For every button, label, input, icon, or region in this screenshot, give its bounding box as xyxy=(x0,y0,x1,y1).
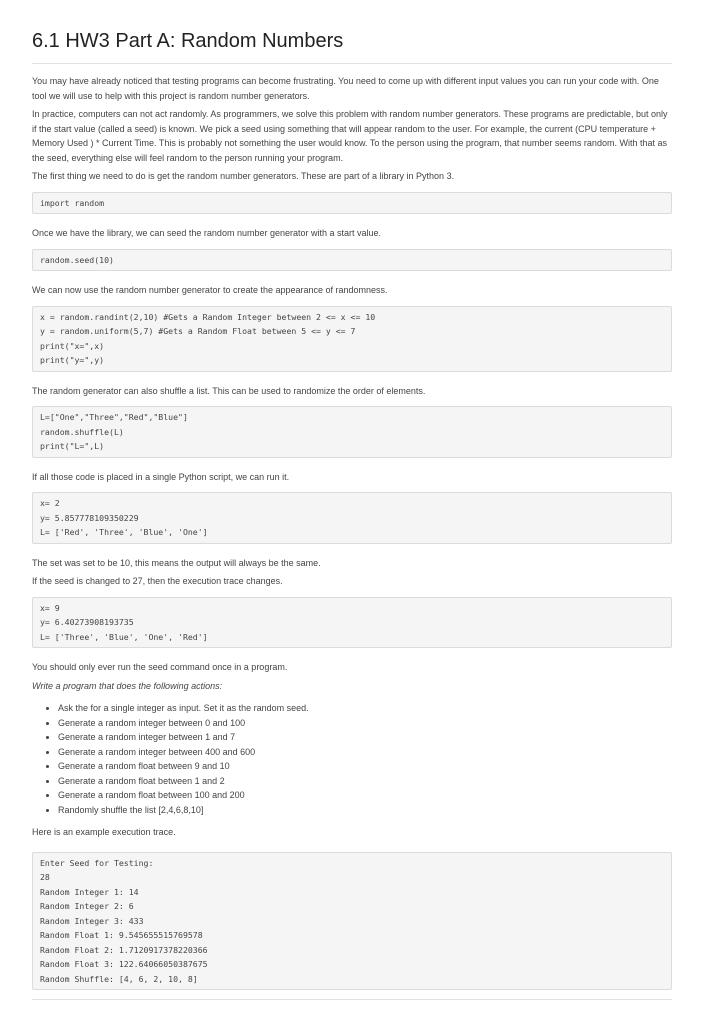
seed-change-paragraph: If the seed is changed to 27, then the execution trace changes. xyxy=(32,576,283,586)
code-line: print("L=",L) xyxy=(40,441,105,451)
code-line: x = random.randint(2,10) #Gets a Random Integer between 2 <= x <= 10 xyxy=(40,311,376,322)
task-item: • Generate a random integer between 1 and 7 xyxy=(58,730,672,745)
code-block-output-seed-10 xyxy=(32,492,672,544)
seed-paragraph: Once we have the library, we can seed the random number generator with a start value. xyxy=(32,228,382,238)
intro-paragraph: You may have already noticed that testing programs can become frustrating. You need to come up with different input values you can run your code with. One tool we will use to help with this project is random number generators. xyxy=(32,76,659,101)
same-output-paragraph: The set was set to be 10, this means the output will always be the same. xyxy=(32,557,321,568)
task-item: • Generate a random integer between 400 and 600 xyxy=(58,745,672,760)
code-line: random.shuffle(L) xyxy=(40,426,124,437)
code-line: y= 5.857778109350229 xyxy=(40,512,139,523)
seed-explanation-paragraph: In practice, computers can not act randomly. As programmers, we solve this problem with random number generators. These programs are predictable, but only if the start value (called a seed) is known. We pick a seed using something that will appear random to the user. For example, the current (CPU temperature + Memory Used ) * Current Time. This is probably not something the user would know. To the person using the program, that number seems random. With that as the seed, everything else will feel random to the person running your program. xyxy=(32,109,668,163)
task-item: • Generate a random float between 1 and 2 xyxy=(58,774,672,789)
bottom-divider xyxy=(32,999,672,1000)
code-line: L=["One","Three","Red","Blue"] xyxy=(40,412,188,422)
task-item: • Ask the for a single integer as input. Set it as the random seed. xyxy=(58,701,672,716)
code-block-seed xyxy=(32,249,672,272)
page-title: 6.1 HW3 Part A: Random Numbers xyxy=(32,28,672,64)
task-item: • Randomly shuffle the list [2,4,6,8,10] xyxy=(58,803,672,818)
library-paragraph: The first thing we need to do is get the random number generators. These are part of a library in Python 3. xyxy=(32,171,455,181)
code-block-output-seed-27 xyxy=(32,597,672,649)
code-block-import xyxy=(32,192,672,215)
run-paragraph: If all those code is placed in a single Python script, we can run it. xyxy=(32,471,290,482)
document xyxy=(32,20,672,1000)
code-line: Random Float 1: 9.545655515769578 xyxy=(40,930,203,940)
code-block-example-trace xyxy=(32,852,672,991)
code-line: Random Integer 1: 14 xyxy=(40,886,139,897)
code-line: Random Shuffle: [4, 6, 2, 10, 8] xyxy=(40,973,198,984)
seed-once-paragraph: You should only ever run the seed command once in a program. xyxy=(32,662,288,672)
code-line: import random xyxy=(40,197,105,208)
code-line: Random Integer 2: 6 xyxy=(40,901,134,911)
task-intro-paragraph: Write a program that does the following actions: xyxy=(32,680,223,691)
code-line: print("y=",y) xyxy=(40,355,105,365)
code-line: random.seed(10) xyxy=(40,254,114,265)
code-line: Random Integer 3: 433 xyxy=(40,915,144,926)
code-line: 28 xyxy=(40,872,50,882)
generate-paragraph: We can now use the random number generator to create the appearance of randomness. xyxy=(32,285,388,295)
code-line: x= 9 xyxy=(40,602,60,613)
code-line: Random Float 2: 1.7120917378220366 xyxy=(40,944,208,955)
code-line: Random Float 3: 122.64066050387675 xyxy=(40,959,208,969)
example-trace-paragraph: Here is an example execution trace. xyxy=(32,827,176,837)
code-line: Enter Seed for Testing: xyxy=(40,857,154,868)
code-line: L= ['Three', 'Blue', 'One', 'Red'] xyxy=(40,631,208,642)
task-item: • Generate a random integer between 0 and 100 xyxy=(58,716,672,731)
code-line: print("x=",x) xyxy=(40,340,105,351)
code-line: y= 6.40273908193735 xyxy=(40,617,134,627)
code-block-shuffle xyxy=(32,406,672,458)
shuffle-paragraph: The random generator can also shuffle a list. This can be used to randomize the order of elements. xyxy=(32,385,426,396)
code-line: y = random.uniform(5,7) #Gets a Random Float between 5 <= y <= 7 xyxy=(40,326,356,336)
code-block-generate xyxy=(32,306,672,372)
task-item: • Generate a random float between 100 and 200 xyxy=(58,788,672,803)
task-list xyxy=(32,701,672,817)
task-item: • Generate a random float between 9 and 10 xyxy=(58,759,672,774)
code-line: L= ['Red', 'Three', 'Blue', 'One'] xyxy=(40,527,208,537)
code-line: x= 2 xyxy=(40,498,60,508)
